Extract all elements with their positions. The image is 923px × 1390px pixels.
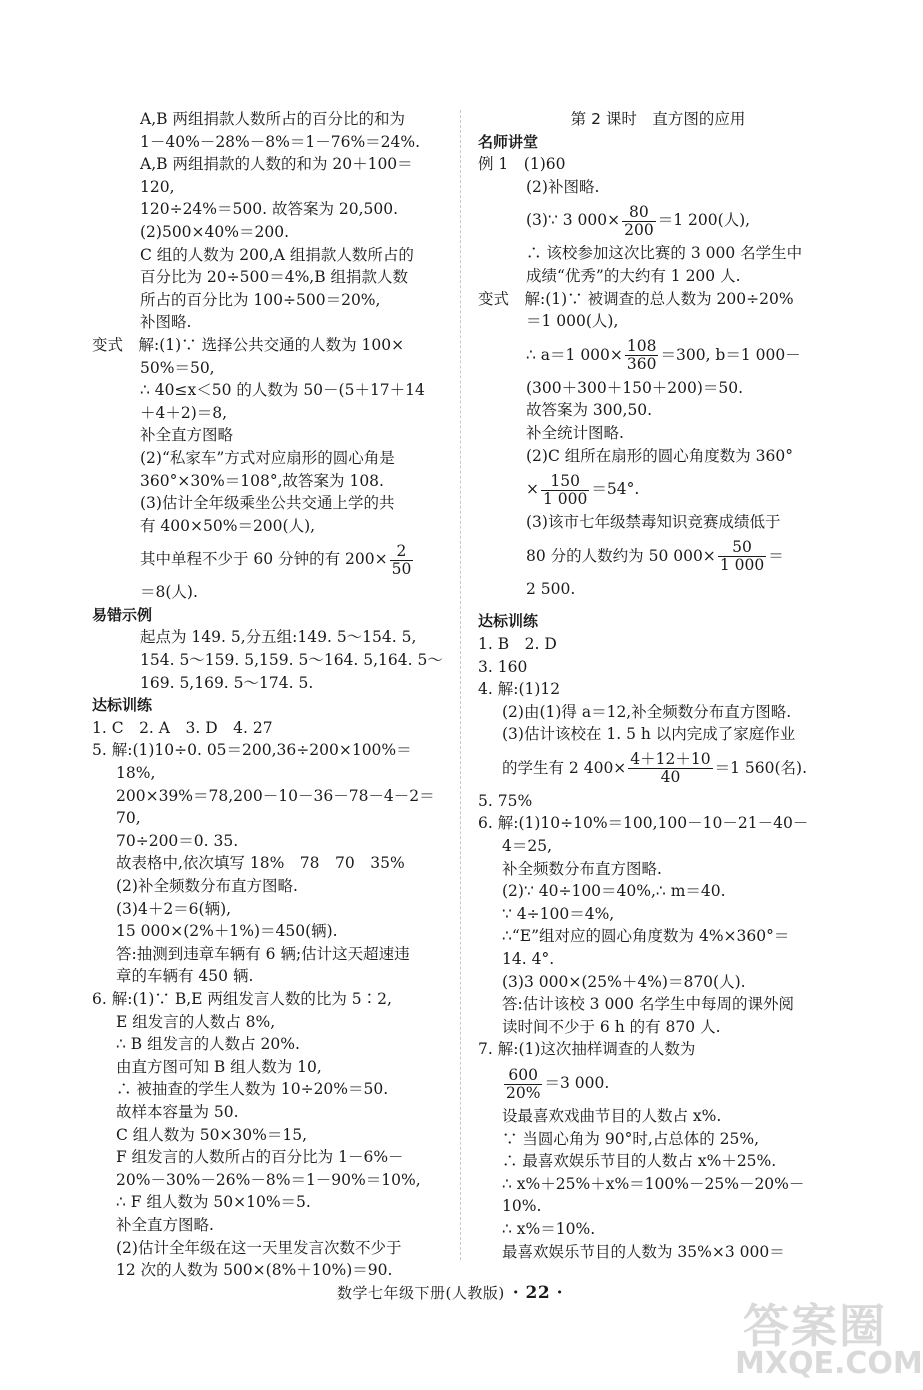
text-line: 答:估计该校 3 000 名学生中每周的课外阅	[502, 995, 794, 1014]
text-line: (2)500×40%＝200.	[140, 222, 289, 241]
text-line: C 组人数为 50×30%＝15,	[116, 1125, 308, 1144]
numerator: 4＋12＋10	[630, 750, 711, 769]
text-line: (300＋300＋150＋200)＝50.	[526, 378, 744, 397]
numerator: 2	[390, 543, 414, 561]
spacer	[478, 600, 838, 610]
text-line: 百分比为 20÷500＝4%,B 组捐款人数	[140, 268, 409, 287]
text-line: A,B 两组捐款的人数的和为 20＋100＝	[140, 155, 413, 174]
text-line: (2)估计全年级在这一天里发言次数不少于	[116, 1238, 402, 1257]
text-line: 4＝25,	[502, 837, 553, 856]
text-segment: 其中单程不少于 60 分钟的有 200×	[140, 550, 388, 569]
text-line: 变式 解:(1)∵ 被调查的总人数为 200÷20%	[478, 289, 794, 308]
text-line: ∴ 40≤x＜50 的人数为 50－(5＋17＋14	[140, 381, 425, 400]
denominator: 1 000	[719, 556, 765, 575]
text-segment: ＝1 200(人),	[657, 211, 751, 230]
numerator: 80	[622, 204, 656, 222]
text-line: F 组发言的人数所占的百分比为 1－6%－	[116, 1148, 404, 1167]
text-line: 120,	[140, 177, 175, 196]
column-divider	[460, 110, 461, 1260]
text-line: 18%,	[116, 764, 156, 783]
denominator: 200	[624, 220, 654, 239]
watermark-text: 答案圈	[743, 1299, 887, 1353]
text-line: (3)该市七年级禁毒知识竞赛成绩低于	[526, 513, 781, 532]
text-line: 例 1 (1)60	[478, 155, 566, 174]
text-line: 补全统计图略.	[526, 423, 624, 442]
text-segment: 80 分的人数约为 50 000×	[526, 546, 716, 565]
text-line: 4. 解:(1)12	[478, 680, 561, 699]
text-line: 设最喜欢戏曲节目的人数占 x%.	[502, 1107, 722, 1125]
text-line-with-fraction	[478, 1061, 838, 1105]
text-line: ∴ F 组人数为 50×10%＝5.	[116, 1193, 311, 1212]
text-line: 起点为 149. 5,分五组:149. 5～154. 5,	[140, 628, 417, 647]
text-line: (2)C 组所在扇形的圆心角度数为 360°	[526, 446, 794, 465]
text-line: 有 400×50%＝200(人),	[140, 516, 316, 535]
text-segment: 的学生有 2 400×	[502, 758, 627, 777]
text-line: ∴ B 组发言的人数占 20%.	[116, 1035, 300, 1054]
text-line: ∴ 最喜欢娱乐节目的人数占 x%＋25%.	[502, 1152, 777, 1171]
text-line: 360°×30%＝108°,故答案为 108.	[140, 471, 384, 490]
text-line: 169. 5,169. 5～174. 5.	[140, 673, 314, 692]
numerator: 50	[718, 539, 766, 557]
fraction	[718, 539, 766, 574]
text-line: ∴ x%＝10%.	[502, 1219, 596, 1238]
page-number: · 22 ·	[512, 1283, 564, 1303]
text-line: ∴ 被抽查的学生人数为 10÷20%＝50.	[116, 1080, 389, 1099]
text-segment: ＝300, b＝1 000－	[660, 345, 801, 364]
text-line: 最喜欢娱乐节目的人数为 35%×3 000＝	[502, 1242, 785, 1261]
text-line: (2)补图略.	[526, 177, 600, 196]
watermark-url: MXQE.COM	[735, 1346, 923, 1381]
section-heading: 达标训练	[92, 696, 153, 715]
denominator: 360	[626, 355, 657, 374]
text-line: ＝8(人).	[140, 583, 198, 602]
text-line: (3)4＋2＝6(辆),	[116, 899, 232, 918]
text-line: 120÷24%＝500. 故答案为 20,500.	[140, 200, 399, 219]
lesson-title: 第 2 课时 直方图的应用	[570, 110, 746, 128]
text-line: (3)估计该校在 1. 5 h 以内完成了家庭作业	[502, 725, 796, 744]
text-line: 由直方图可知 B 组人数为 10,	[116, 1057, 322, 1076]
text-line: 5. 75%	[478, 791, 533, 810]
text-line: 5. 解:(1)10÷0. 05＝200,36÷200×100%＝	[92, 741, 412, 760]
text-line: 读时间不少于 6 h 的有 870 人.	[502, 1017, 721, 1036]
text-segment: ＝	[768, 546, 784, 565]
text-line: C 组的人数为 200,A 组捐款人数所占的	[140, 245, 414, 264]
denominator: 50	[391, 559, 412, 578]
text-line: ∴ x%＋25%＋x%＝100%－25%－20%－	[502, 1174, 805, 1193]
text-line: 1. C 2. A 3. D 4. 27	[92, 718, 273, 737]
text-line: ＋4＋2)＝8,	[140, 403, 228, 422]
text-line: (2)“私家车”方式对应扇形的圆心角是	[140, 448, 395, 467]
text-line: (3)估计全年级乘坐公共交通上学的共	[140, 494, 395, 513]
text-line: ∴“E”组对应的圆心角度数为 4%×360°＝	[502, 927, 790, 946]
text-line: 故表格中,依次填写 18% 78 70 35%	[116, 854, 405, 873]
text-line: (3)3 000×(25%＋4%)＝870(人).	[502, 972, 746, 991]
text-line-with-fraction	[478, 534, 838, 578]
fraction	[622, 204, 656, 239]
text-line: 所占的百分比为 100÷500＝20%,	[140, 290, 381, 309]
text-line: 15 000×(2%＋1%)＝450(辆).	[116, 922, 338, 941]
text-line: 答:抽测到违章车辆有 6 辆;估计这天超速违	[116, 944, 410, 963]
text-line: ∴ 该校参加这次比赛的 3 000 名学生中	[526, 244, 803, 263]
text-line: 10%.	[502, 1197, 542, 1216]
text-line: 故答案为 300,50.	[526, 401, 653, 420]
denominator: 40	[660, 768, 681, 787]
text-line: 20%－30%－26%－8%＝1－90%＝10%,	[116, 1170, 421, 1189]
text-line: ∵ 4÷100＝4%,	[502, 904, 615, 923]
text-segment: (3)∵ 3 000×	[526, 211, 621, 230]
text-line-with-fraction	[478, 333, 838, 377]
text-line: 1. B 2. D	[478, 634, 557, 653]
text-line: 补全直方图略	[140, 426, 234, 445]
text-line: 补图略.	[140, 313, 192, 332]
text-line-with-fraction	[478, 198, 838, 242]
text-line: 2 500.	[526, 579, 576, 598]
text-line: A,B 两组捐款人数所占的百分比的和为	[140, 110, 405, 128]
text-line: (2)由(1)得 a＝12,补全频数分布直方图略.	[502, 702, 792, 721]
text-segment: ＝1 560(名).	[714, 758, 808, 777]
text-line: 补全直方图略.	[116, 1215, 214, 1234]
text-line: 3. 160	[478, 657, 528, 676]
text-line: 1－40%－28%－8%＝1－76%＝24%.	[140, 132, 421, 151]
text-line: 7. 解:(1)这次抽样调查的人数为	[478, 1040, 696, 1059]
text-line: 6. 解:(1)∵ B,E 两组发言人数的比为 5∶2,	[92, 989, 392, 1008]
text-line: 70,	[116, 809, 141, 828]
text-line: 200×39%＝78,200－10－36－78－4－2＝	[116, 786, 435, 805]
text-line: 故样本容量为 50.	[116, 1102, 239, 1121]
text-segment: ×	[526, 480, 539, 499]
fraction	[628, 751, 712, 786]
section-heading: 易错示例	[92, 605, 153, 624]
text-segment: ∴ a＝1 000×	[526, 345, 623, 364]
numerator: 150	[541, 473, 589, 491]
book-title: 数学七年级下册(人教版)	[336, 1284, 505, 1302]
text-line: ∵ 当圆心角为 90°时,占总体的 25%,	[502, 1129, 760, 1148]
left-column	[92, 108, 442, 1282]
text-line-with-fraction	[92, 537, 442, 581]
numerator: 600	[504, 1067, 542, 1085]
text-line: 14. 4°.	[502, 950, 555, 969]
text-line: 补全频数分布直方图略.	[502, 859, 662, 878]
text-line: 6. 解:(1)10÷10%＝100,100－10－21－40－	[478, 814, 809, 833]
text-line: 70÷200＝0. 35.	[116, 831, 239, 850]
text-line: (2)补全频数分布直方图略.	[116, 877, 298, 895]
text-line-with-fraction	[478, 467, 838, 511]
right-column	[478, 108, 838, 1263]
fraction	[504, 1067, 542, 1102]
fraction	[541, 473, 589, 508]
fraction	[625, 338, 659, 373]
section-heading: 达标训练	[478, 612, 539, 631]
text-segment: ＝54°.	[591, 480, 640, 499]
text-line-with-fraction	[478, 746, 838, 790]
text-line: 章的车辆有 450 辆.	[116, 967, 254, 986]
text-line: 变式 解:(1)∵ 选择公共交通的人数为 100×	[92, 335, 405, 354]
text-line: 12 次的人数为 500×(8%＋10%)＝90.	[116, 1261, 393, 1280]
text-line: 50%＝50,	[140, 358, 215, 377]
numerator: 108	[626, 337, 657, 356]
text-line: 成绩“优秀”的大约有 1 200 人.	[526, 266, 741, 285]
denominator: 20%	[506, 1083, 541, 1102]
watermark-logo	[735, 1290, 923, 1385]
text-segment: ＝3 000.	[544, 1074, 610, 1092]
fraction	[390, 543, 414, 578]
text-line: 154. 5～159. 5,159. 5～164. 5,164. 5～	[140, 651, 443, 670]
text-line: ＝1 000(人),	[526, 312, 619, 331]
section-heading: 名师讲堂	[478, 132, 539, 151]
denominator: 1 000	[543, 489, 588, 508]
text-line: E 组发言的人数占 8%,	[116, 1012, 276, 1031]
text-line: (2)∵ 40÷100＝40%,∴ m＝40.	[502, 882, 726, 901]
